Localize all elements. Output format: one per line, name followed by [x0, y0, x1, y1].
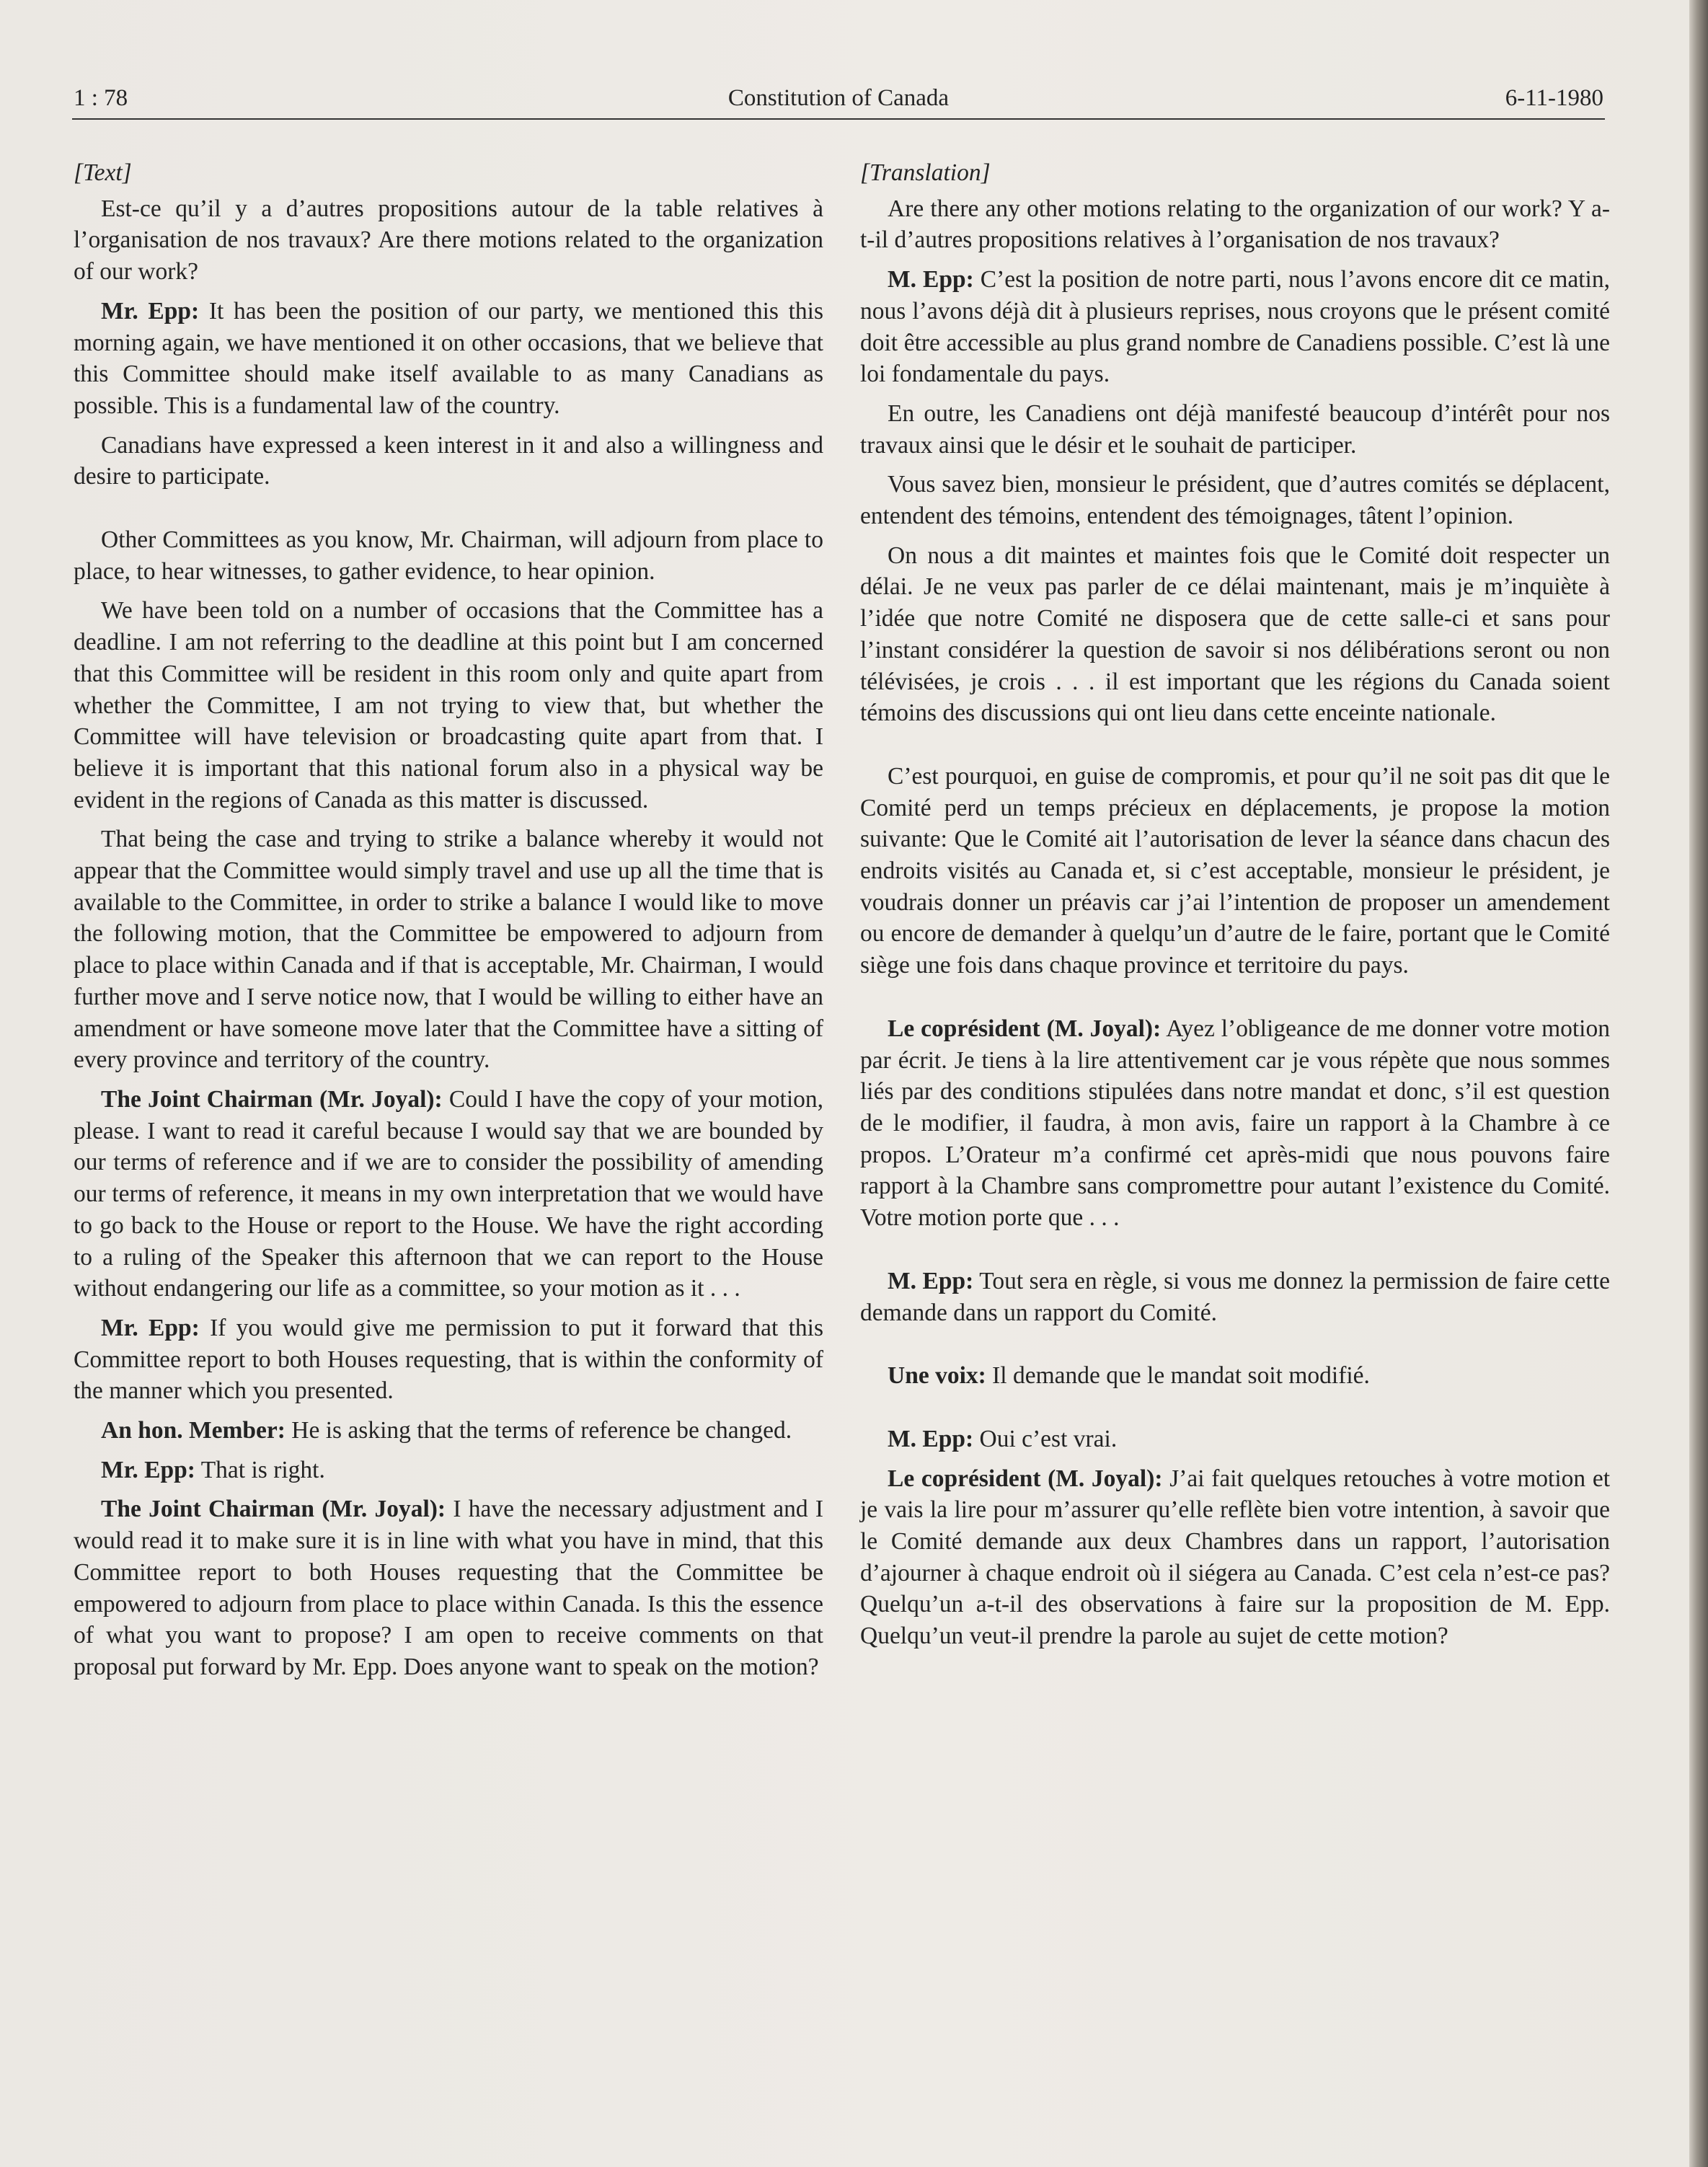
left-column — [74, 157, 823, 1691]
section-label: [Text] — [74, 159, 132, 186]
page-edge-shadow — [1689, 0, 1708, 2167]
paragraph: Vous savez bien, monsieur le président, que d’autres comités se déplacent, entendent des témoins, entendent des témoignages, tâtent l’opinion. — [860, 471, 1610, 530]
paragraph: That being the case and trying to strike a balance whereby it would not appear that the Committee would simply travel and use up all the time that is available to the Committee, in order to strike a balance I would like to move the following motion, that the Committee be empowered to adjourn from place to place within Canada and if that is acceptable, Mr. Chairman, I would further move and I serve notice now, that I would be willing to either have an amendment or have someone move later that the Committee have a sitting of every province and territory of the country. — [74, 826, 823, 1074]
paragraph: Mr. Epp: If you would give me permission to put it forward that this Committee report to both Houses requesting, that is within the conformity of the manner which you presented. — [74, 1314, 823, 1405]
paragraph: Are there any other motions relating to the organization of our work? Y a-t-il d’autres propositions relatives à l’organisation de nos travaux? — [860, 195, 1610, 254]
paragraph: Une voix: Il demande que le mandat soit modifié. — [888, 1362, 1370, 1390]
paragraph: On nous a dit maintes et maintes fois que le Comité doit respecter un délai. Je ne veux pas parler de ce délai maintenant, mais je m’inquiète à l’idée que notre Comité ne disposera que de cette salle-ci et sans pour l’instant considérer la question de savoir si nos délibérations seront ou non télévisées, je crois . . . il est important que les régions du Canada soient témoins des discussions qui ont lieu dans cette enceinte nationale. — [860, 542, 1610, 727]
speaker-name: M. Epp: — [888, 1267, 974, 1294]
paragraph: Mr. Epp: That is right. — [101, 1456, 325, 1483]
paragraph: An hon. Member: He is asking that the terms of reference be changed. — [101, 1417, 792, 1444]
running-header — [72, 81, 1605, 120]
paragraph: Mr. Epp: It has been the position of our party, we mentioned this this morning again, we have mentioned it on other occasions, that we believe that this Committee should make itself available to as many Canadians as possible. This is a fundamental law of the country. — [74, 297, 823, 419]
speaker-name: Une voix: — [888, 1362, 986, 1390]
speaker-name: An hon. Member: — [101, 1417, 286, 1444]
speaker-name: Mr. Epp: — [101, 1314, 200, 1341]
paragraph: Canadians have expressed a keen interest in it and also a willingness and desire to participate. — [74, 431, 823, 490]
paragraph: Le coprésident (M. Joyal): Ayez l’obligeance de me donner votre motion par écrit. Je tiens à la lire attentivement car je vous répète que nous sommes liés par des conditions stipulées dans notre mandat et donc, s’il est question de le modifier, il faudra, à mon avis, faire un rapport à la Chambre à ce propos. L’Orateur m’a confirmé cet après-midi que nous pouvons faire rapport à la Chambre sans compromettre pour autant l’existence du Comité. Votre motion porte que . . . — [860, 1015, 1610, 1232]
page-number: 1 : 78 — [74, 85, 128, 111]
paragraph: The Joint Chairman (Mr. Joyal): Could I have the copy of your motion, please. I want to read it careful because I would say that we are bounded by our terms of reference and if we are to consider the possibility of amending our terms of reference, it means in my own interpretation that we would have to go back to the House or report to the House. We have the right according to a ruling of the Speaker this afternoon that we can report to the House without endangering our life as a committee, so your motion as it . . . — [74, 1085, 824, 1302]
speaker-name: M. Epp: — [888, 1425, 974, 1452]
speaker-name: Le coprésident (M. Joyal): — [888, 1465, 1163, 1492]
paragraph: En outre, les Canadiens ont déjà manifesté beaucoup d’intérêt pour nos travaux ainsi que le désir et le souhait de participer. — [860, 400, 1610, 459]
speaker-name: The Joint Chairman (Mr. Joyal): — [101, 1496, 446, 1523]
paragraph: Est-ce qu’il y a d’autres propositions autour de la table relatives à l’organisation de nos travaux? Are there motions related to the organization of our work? — [74, 195, 823, 286]
speaker-name: The Joint Chairman (Mr. Joyal): — [101, 1085, 443, 1113]
paragraph: M. Epp: Tout sera en règle, si vous me donnez la permission de faire cette demande dans un rapport du Comité. — [860, 1267, 1610, 1326]
paragraph: The Joint Chairman (Mr. Joyal): I have the necessary adjustment and I would read it to make sure it is in line with what you have in mind, that this Committee report to both Houses requesting that the Committee be empowered to adjourn from place to place within Canada. Is this the essence of what you want to propose? I am open to receive comments on that proposal put forward by Mr. Epp. Does anyone want to speak on the motion? — [74, 1496, 823, 1680]
paragraph: M. Epp: Oui c’est vrai. — [888, 1425, 1118, 1452]
paragraph: Other Committees as you know, Mr. Chairman, will adjourn from place to place, to hear witnesses, to gather evidence, to hear opinion. — [74, 526, 823, 585]
speaker-name: M. Epp: — [888, 266, 974, 294]
document-date: 6-11-1980 — [1505, 85, 1603, 111]
speaker-name: Le coprésident (M. Joyal): — [888, 1015, 1161, 1042]
paragraph: M. Epp: C’est la position de notre parti, nous l’avons encore dit ce matin, nous l’avons déjà dit à plusieurs reprises, nous croyons que le présent comité doit être accessible au plus grand nombre de Canadiens possible. C’est là une loi fondamentale du pays. — [860, 266, 1610, 388]
paragraph: Le coprésident (M. Joyal): J’ai fait quelques retouches à votre motion et je vais la lire pour m’assurer qu’elle reflète bien votre intention, à savoir que le Comité demande aux deux Chambres dans un rapport, l’autorisation d’ajourner à chaque endroit où il siégera au Canada. C’est cela n’est-ce pas? Quelqu’un a-t-il des observations à faire sur la proposition de M. Epp. Quelqu’un veut-il prendre la parole au sujet de cette motion? — [860, 1465, 1611, 1650]
speaker-name: Mr. Epp: — [101, 297, 200, 325]
section-label: [Translation] — [860, 159, 991, 186]
right-column — [860, 157, 1610, 1660]
paragraph: We have been told on a number of occasions that the Committee has a deadline. I am not referring to the deadline at this point but I am concerned that this Committee will be resident in this room only and quite apart from whether the Committee, I am not trying to view that, but whether the Committee will have television or broadcasting quite apart from that. I believe it is important that this national forum also in a physical way be evident in the regions of Canada as this matter is discussed. — [74, 597, 823, 813]
paragraph: C’est pourquoi, en guise de compromis, et pour qu’il ne soit pas dit que le Comité perd un temps précieux en déplacements, je propose la motion suivante: Que le Comité ait l’autorisation de lever la séance dans chacun des endroits visités au Canada et, si c’est acceptable, monsieur le président, je voudrais donner un préavis car j’ai l’intention de proposer un amendement ou encore de demander à quelqu’un d’autre de le faire, portant que le Comité siège une fois dans chaque province et territoire du pays. — [860, 762, 1610, 979]
document-title: Constitution of Canada — [727, 85, 950, 111]
speaker-name: Mr. Epp: — [101, 1456, 195, 1483]
